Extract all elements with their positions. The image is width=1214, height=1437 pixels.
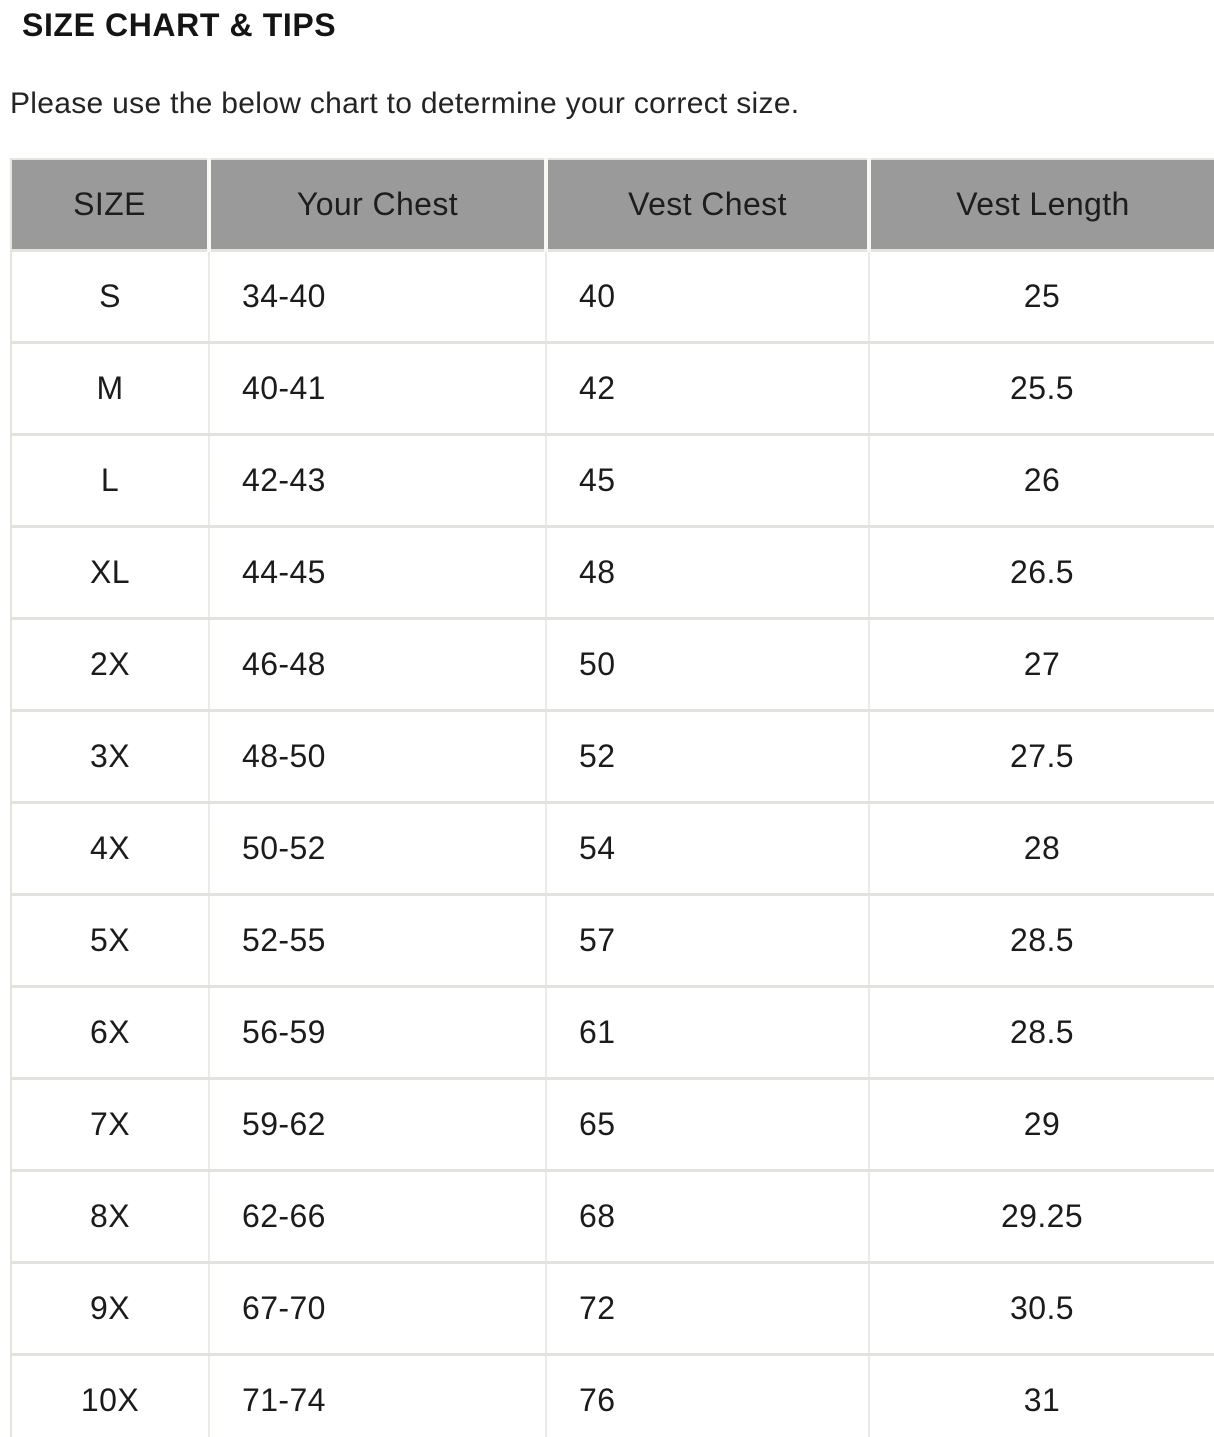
table-row <box>11 711 1214 803</box>
table-cell: 72 <box>546 1263 869 1355</box>
table-cell: 7X <box>11 1079 209 1171</box>
table-cell: 61 <box>546 987 869 1079</box>
table-cell: 76 <box>546 1355 869 1437</box>
table-row <box>11 343 1214 435</box>
table-cell: 45 <box>546 435 869 527</box>
table-cell: 28.5 <box>869 987 1214 1079</box>
table-cell: 27 <box>869 619 1214 711</box>
table-cell: 27.5 <box>869 711 1214 803</box>
size-chart-table <box>10 158 1214 1437</box>
table-row <box>11 251 1214 343</box>
table-cell: 50-52 <box>209 803 546 895</box>
table-row <box>11 1263 1214 1355</box>
table-cell: 57 <box>546 895 869 987</box>
table-cell: 8X <box>11 1171 209 1263</box>
table-row <box>11 527 1214 619</box>
table-cell: 42-43 <box>209 435 546 527</box>
table-row <box>11 803 1214 895</box>
table-cell: 34-40 <box>209 251 546 343</box>
table-cell: 46-48 <box>209 619 546 711</box>
table-row <box>11 895 1214 987</box>
column-header-size: SIZE <box>11 159 209 251</box>
table-cell: 2X <box>11 619 209 711</box>
table-cell: 52 <box>546 711 869 803</box>
table-cell: 25.5 <box>869 343 1214 435</box>
table-cell: 40 <box>546 251 869 343</box>
column-header-vest-chest: Vest Chest <box>546 159 869 251</box>
table-cell: L <box>11 435 209 527</box>
table-row <box>11 1171 1214 1263</box>
table-cell: 25 <box>869 251 1214 343</box>
table-row <box>11 619 1214 711</box>
table-cell: 31 <box>869 1355 1214 1437</box>
table-cell: 26 <box>869 435 1214 527</box>
table-cell: 56-59 <box>209 987 546 1079</box>
table-cell: 62-66 <box>209 1171 546 1263</box>
column-header-vest-length: Vest Length <box>869 159 1214 251</box>
table-row <box>11 987 1214 1079</box>
table-cell: 44-45 <box>209 527 546 619</box>
table-cell: 52-55 <box>209 895 546 987</box>
table-cell: 59-62 <box>209 1079 546 1171</box>
table-cell: 3X <box>11 711 209 803</box>
page-subtitle: Please use the below chart to determine your correct size. <box>10 87 800 121</box>
table-row <box>11 1355 1214 1437</box>
table-cell: 30.5 <box>869 1263 1214 1355</box>
table-cell: 71-74 <box>209 1355 546 1437</box>
table-cell: M <box>11 343 209 435</box>
table-cell: S <box>11 251 209 343</box>
table-cell: XL <box>11 527 209 619</box>
table-cell: 5X <box>11 895 209 987</box>
page-title: SIZE CHART & TIPS <box>22 7 337 43</box>
table-cell: 50 <box>546 619 869 711</box>
table-cell: 42 <box>546 343 869 435</box>
table-cell: 40-41 <box>209 343 546 435</box>
table-row <box>11 435 1214 527</box>
table-cell: 48 <box>546 527 869 619</box>
table-cell: 10X <box>11 1355 209 1437</box>
table-cell: 29.25 <box>869 1171 1214 1263</box>
column-header-your-chest: Your Chest <box>209 159 546 251</box>
table-cell: 65 <box>546 1079 869 1171</box>
table-header-row <box>11 159 1214 251</box>
table-cell: 9X <box>11 1263 209 1355</box>
table-cell: 54 <box>546 803 869 895</box>
table-cell: 26.5 <box>869 527 1214 619</box>
table-cell: 4X <box>11 803 209 895</box>
table-cell: 28.5 <box>869 895 1214 987</box>
table-cell: 67-70 <box>209 1263 546 1355</box>
size-table-body <box>11 251 1214 1437</box>
table-cell: 29 <box>869 1079 1214 1171</box>
table-cell: 28 <box>869 803 1214 895</box>
table-cell: 48-50 <box>209 711 546 803</box>
table-cell: 6X <box>11 987 209 1079</box>
table-cell: 68 <box>546 1171 869 1263</box>
table-row <box>11 1079 1214 1171</box>
